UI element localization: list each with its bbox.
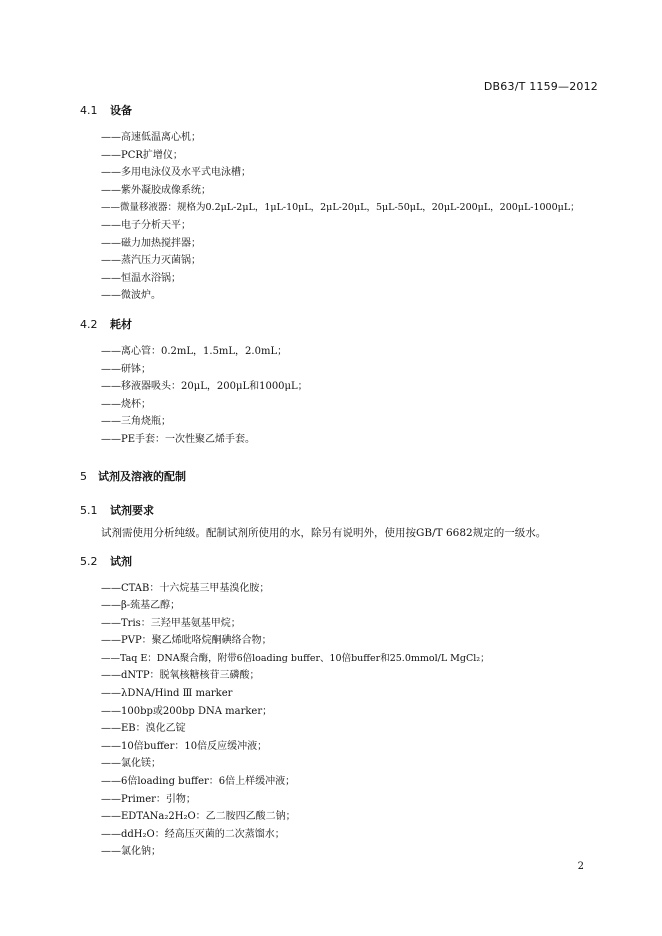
list-item: ——微波炉。 (101, 290, 161, 302)
list-item: ——氯化钠； (101, 846, 161, 858)
list-item: ——蒸汽压力灭菌锅； (101, 255, 201, 267)
list-item: ——PCR扩增仪； (101, 149, 183, 161)
section-title: 试剂要求 (110, 503, 154, 517)
section-title: 试剂及溶液的配制 (98, 469, 186, 483)
document-body (80, 103, 600, 861)
section-4-2-heading (80, 317, 600, 333)
list-item: ——高速低温离心机； (101, 132, 201, 143)
list-item: ——三角烧瓶； (101, 416, 171, 428)
section-5-2-heading (80, 554, 600, 570)
document-id: DB63/T 1159—2012 (483, 80, 598, 93)
list-item: ——dNTP：脱氧核糖核苷三磷酸； (101, 670, 260, 682)
section-title: 试剂 (110, 554, 132, 568)
list-item: ——离心管：0.2mL，1.5mL，2.0mL； (101, 345, 288, 357)
list-item: ——多用电泳仪及水平式电泳槽； (101, 167, 251, 179)
section-title: 耗材 (110, 317, 132, 331)
list-item: ——紫外凝胶成像系统； (101, 184, 211, 196)
list-item: ——恒温水浴锅； (101, 272, 181, 284)
consumables-list (101, 343, 600, 449)
list-item: ——微量移液器：规格为0.2μL-2μL，1μL-10μL，2μL-20μL，5μL-50μL，20μL-200μL，200μL-1000μL； (101, 202, 580, 214)
list-item: ——λDNA/Hind Ⅲ marker (101, 688, 233, 700)
list-item: ——移液器吸头：20μL，200μL和1000μL； (101, 381, 308, 393)
list-item: ——电子分析天平； (101, 219, 191, 231)
list-item: ——氯化镁； (101, 758, 161, 770)
list-item: ——磁力加热搅拌器； (101, 237, 201, 249)
list-item: ——10倍buffer：10倍反应缓冲液； (101, 740, 268, 752)
list-item: ——ddH₂O：经高压灭菌的二次蒸馏水； (101, 828, 285, 840)
section-4-1-heading (80, 103, 600, 119)
list-item: ——Taq E：DNA聚合酶，附带6倍loading buffer、10倍buffer和25.0mmol/L MgCl₂； (101, 652, 490, 664)
reagent-requirement-paragraph: 试剂需使用分析纯级。配制试剂所使用的水，除另有说明外，使用按GB/T 6682规定的一级水。 (101, 526, 547, 539)
list-item: ——β-巯基乙醇； (101, 600, 181, 612)
list-item: ——100bp或200bp DNA marker； (101, 705, 273, 717)
section-number: 4.2 (80, 317, 98, 331)
list-item: ——PE手套：一次性聚乙烯手套。 (101, 433, 256, 445)
section-number: 5.1 (80, 503, 98, 517)
section-5-1-heading (80, 503, 600, 519)
list-item: ——PVP：聚乙烯吡咯烷酮碘络合物； (101, 635, 272, 647)
list-item: ——烧杯； (101, 398, 151, 410)
list-item: ——EDTANa₂2H₂O：乙二胺四乙酸二钠； (101, 811, 296, 823)
list-item: ——CTAB：十六烷基三甲基溴化胺； (101, 582, 270, 594)
section-number: 5 (80, 469, 87, 483)
list-item: ——Primer：引物； (101, 793, 196, 805)
equipment-list (101, 129, 600, 305)
section-number: 5.2 (80, 554, 98, 568)
list-item: ——6倍loading buffer：6倍上样缓冲液； (101, 776, 296, 788)
section-5-heading (80, 469, 600, 485)
list-item: ——研钵； (101, 363, 151, 375)
list-item: ——Tris：三羟甲基氨基甲烷； (101, 617, 241, 629)
section-title: 设备 (110, 104, 132, 117)
list-item: ——EB：溴化乙锭 (101, 723, 186, 735)
page-number: 2 (577, 861, 584, 872)
reagents-list (101, 580, 600, 862)
section-number: 4.1 (80, 104, 98, 117)
